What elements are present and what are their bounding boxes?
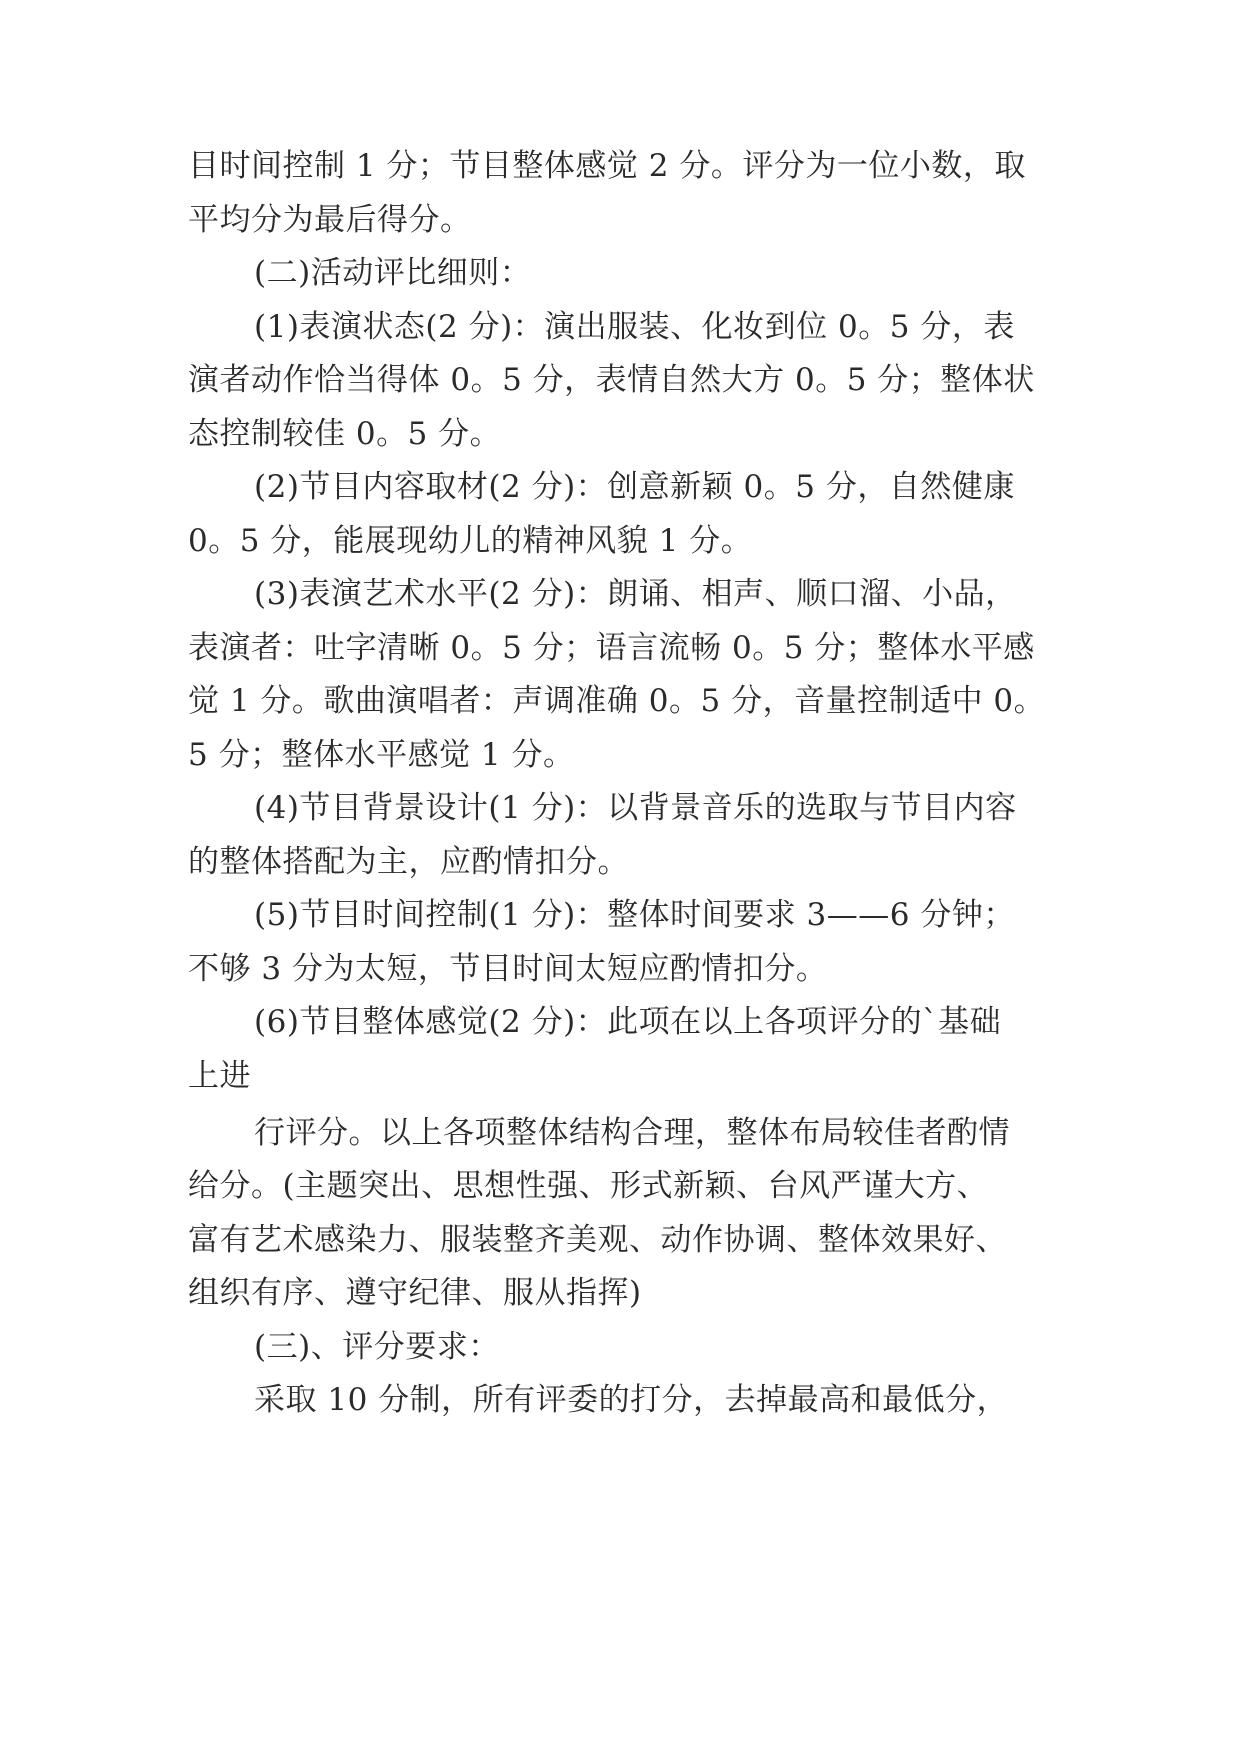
text-line: 行评分。以上各项整体结构合理，整体布局较佳者酌情 (254, 1115, 1010, 1151)
text-line: 演者动作恰当得体 0。5 分，表情自然大方 0。5 分；整体状 (188, 362, 1035, 398)
text-line: 组织有序、遵守纪律、服从指挥) (188, 1275, 642, 1311)
text-line: 给分。(主题突出、思想性强、形式新颖、台风严谨大方、 (188, 1168, 989, 1204)
text-line: (5)节目时间控制(1 分)：整体时间要求 3——6 分钟； (254, 897, 1015, 933)
text-line: 的整体搭配为主，应酌情扣分。 (188, 844, 629, 880)
text-line: 采取 10 分制，所有评委的打分，去掉最高和最低分， (254, 1382, 1009, 1418)
text-line: 平均分为最后得分。 (188, 202, 472, 238)
section-heading: (三)、评分要求： (254, 1329, 500, 1365)
text-line: (3)表演艺术水平(2 分)：朗诵、相声、顺口溜、小品， (254, 576, 1017, 612)
text-line: 目时间控制 1 分；节目整体感觉 2 分。评分为一位小数，取 (188, 148, 1026, 184)
text-line: (4)节目背景设计(1 分)：以背景音乐的选取与节目内容 (254, 790, 1017, 826)
text-line: 0。5 分，能展现幼儿的精神风貌 1 分。 (188, 523, 753, 559)
text-line: (6)节目整体感觉(2 分)：此项在以上各项评分的`基础 (254, 1004, 1002, 1040)
text-line: (1)表演状态(2 分)：演出服装、化妆到位 0。5 分，表 (254, 309, 1015, 345)
section-heading: (二)活动评比细则： (254, 255, 532, 291)
text-line: 觉 1 分。歌曲演唱者：声调准确 0。5 分，音量控制适中 0。 (188, 683, 1046, 719)
text-line: 表演者：吐字清晰 0。5 分；语言流畅 0。5 分；整体水平感 (188, 630, 1035, 666)
text-line: 态控制较佳 0。5 分。 (188, 416, 502, 452)
text-line: 富有艺术感染力、服装整齐美观、动作协调、整体效果好、 (188, 1222, 1007, 1258)
text-line: 5 分；整体水平感觉 1 分。 (188, 737, 575, 773)
text-line: 上进 (188, 1058, 251, 1094)
text-line: (2)节目内容取材(2 分)：创意新颖 0。5 分，自然健康 (254, 469, 1015, 505)
text-line: 不够 3 分为太短，节目时间太短应酌情扣分。 (188, 951, 828, 987)
